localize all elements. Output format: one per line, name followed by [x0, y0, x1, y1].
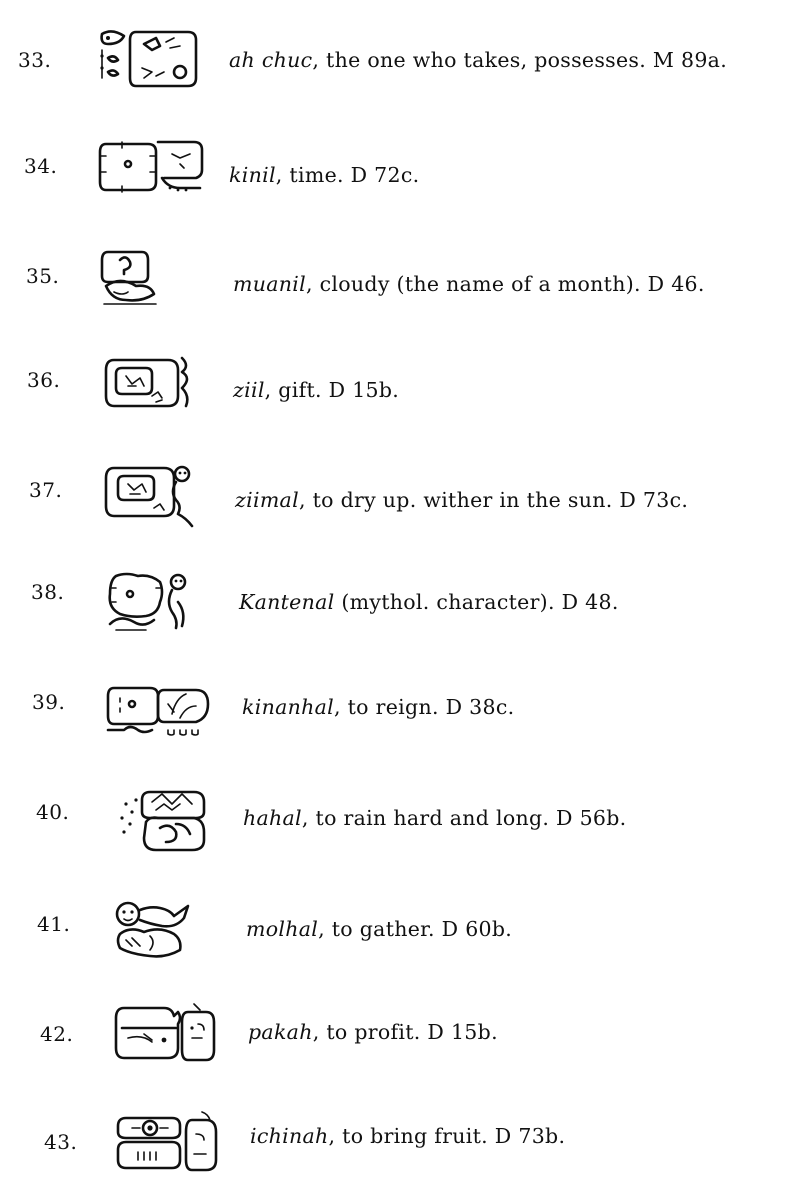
- maya-glyph-muanil-icon: [100, 248, 162, 312]
- gloss-text: [233, 378, 399, 402]
- gloss-text: [239, 590, 619, 614]
- entry-number: 34.: [24, 154, 58, 178]
- entry-number: 33.: [18, 48, 52, 72]
- maya-glyph-ah-chuc-icon: [96, 28, 201, 92]
- glossary-entry-41: [0, 884, 800, 988]
- glossary-entry-34: [0, 128, 800, 232]
- gloss-text: [250, 1124, 565, 1148]
- gloss-text: [229, 48, 727, 72]
- maya-glyph-kinil-icon: [100, 138, 208, 198]
- entry-number: 38.: [31, 580, 65, 604]
- glossary-entry-36: [0, 344, 800, 448]
- maya-glyph-kinanhal-icon: [106, 684, 214, 740]
- maya-term: muanil: [233, 272, 306, 296]
- glossary-entry-33: [0, 20, 800, 124]
- glossary-entry-37: [0, 452, 800, 556]
- entry-number: 39.: [32, 690, 66, 714]
- entry-number: 37.: [29, 478, 63, 502]
- maya-term: kinil: [229, 163, 276, 187]
- maya-term: molhal: [246, 917, 319, 941]
- maya-glyph-ichinah-icon: [116, 1112, 220, 1176]
- maya-term: ziimal: [235, 488, 299, 512]
- maya-glyph-ziil-icon: [106, 354, 196, 414]
- definition: , time. D 72c.: [275, 163, 420, 187]
- definition: , the one who takes, possesses. M 89a.: [312, 48, 728, 72]
- glossary-entry-39: [0, 668, 800, 772]
- gloss-text: [248, 1020, 498, 1044]
- maya-term: pakah: [248, 1020, 313, 1044]
- entry-number: 41.: [37, 912, 71, 936]
- entry-number: 36.: [27, 368, 61, 392]
- maya-term: Kantenal: [239, 590, 335, 614]
- glossary-entry-35: [0, 236, 800, 340]
- definition: (mythol. character). D 48.: [334, 590, 619, 614]
- maya-glyph-hahal-icon: [116, 788, 208, 856]
- definition: , to gather. D 60b.: [318, 917, 513, 941]
- glossary-entry-42: [0, 992, 800, 1096]
- entry-number: 43.: [44, 1130, 78, 1154]
- glossary-entry-40: [0, 776, 800, 880]
- gloss-text: [235, 488, 688, 512]
- definition: , gift. D 15b.: [264, 378, 400, 402]
- maya-glyph-pakah-icon: [114, 1004, 218, 1068]
- definition: , to bring fruit. D 73b.: [328, 1124, 566, 1148]
- entry-number: 42.: [40, 1022, 74, 1046]
- maya-term: hahal: [243, 806, 302, 830]
- gloss-text: [233, 272, 705, 296]
- maya-glyph-molhal-icon: [114, 900, 214, 960]
- glossary-entry-43: [0, 1100, 800, 1204]
- maya-glyph-kantenal-icon: [106, 572, 192, 636]
- maya-term: ziil: [233, 378, 265, 402]
- entry-number: 40.: [36, 800, 70, 824]
- gloss-text: [246, 917, 512, 941]
- definition: , to dry up. wither in the sun. D 73c.: [298, 488, 689, 512]
- maya-glyph-ziimal-icon: [106, 464, 198, 528]
- maya-term: kinanhal: [242, 695, 334, 719]
- maya-term: ah chuc: [229, 48, 313, 72]
- entry-number: 35.: [26, 264, 60, 288]
- maya-term: ichinah: [250, 1124, 329, 1148]
- gloss-text: [242, 695, 514, 719]
- gloss-text: [243, 806, 627, 830]
- definition: , to profit. D 15b.: [312, 1020, 498, 1044]
- definition: , to rain hard and long. D 56b.: [301, 806, 627, 830]
- glossary-entry-38: [0, 560, 800, 664]
- definition: , to reign. D 38c.: [334, 695, 515, 719]
- gloss-text: [229, 163, 419, 187]
- definition: , cloudy (the name of a month). D 46.: [305, 272, 705, 296]
